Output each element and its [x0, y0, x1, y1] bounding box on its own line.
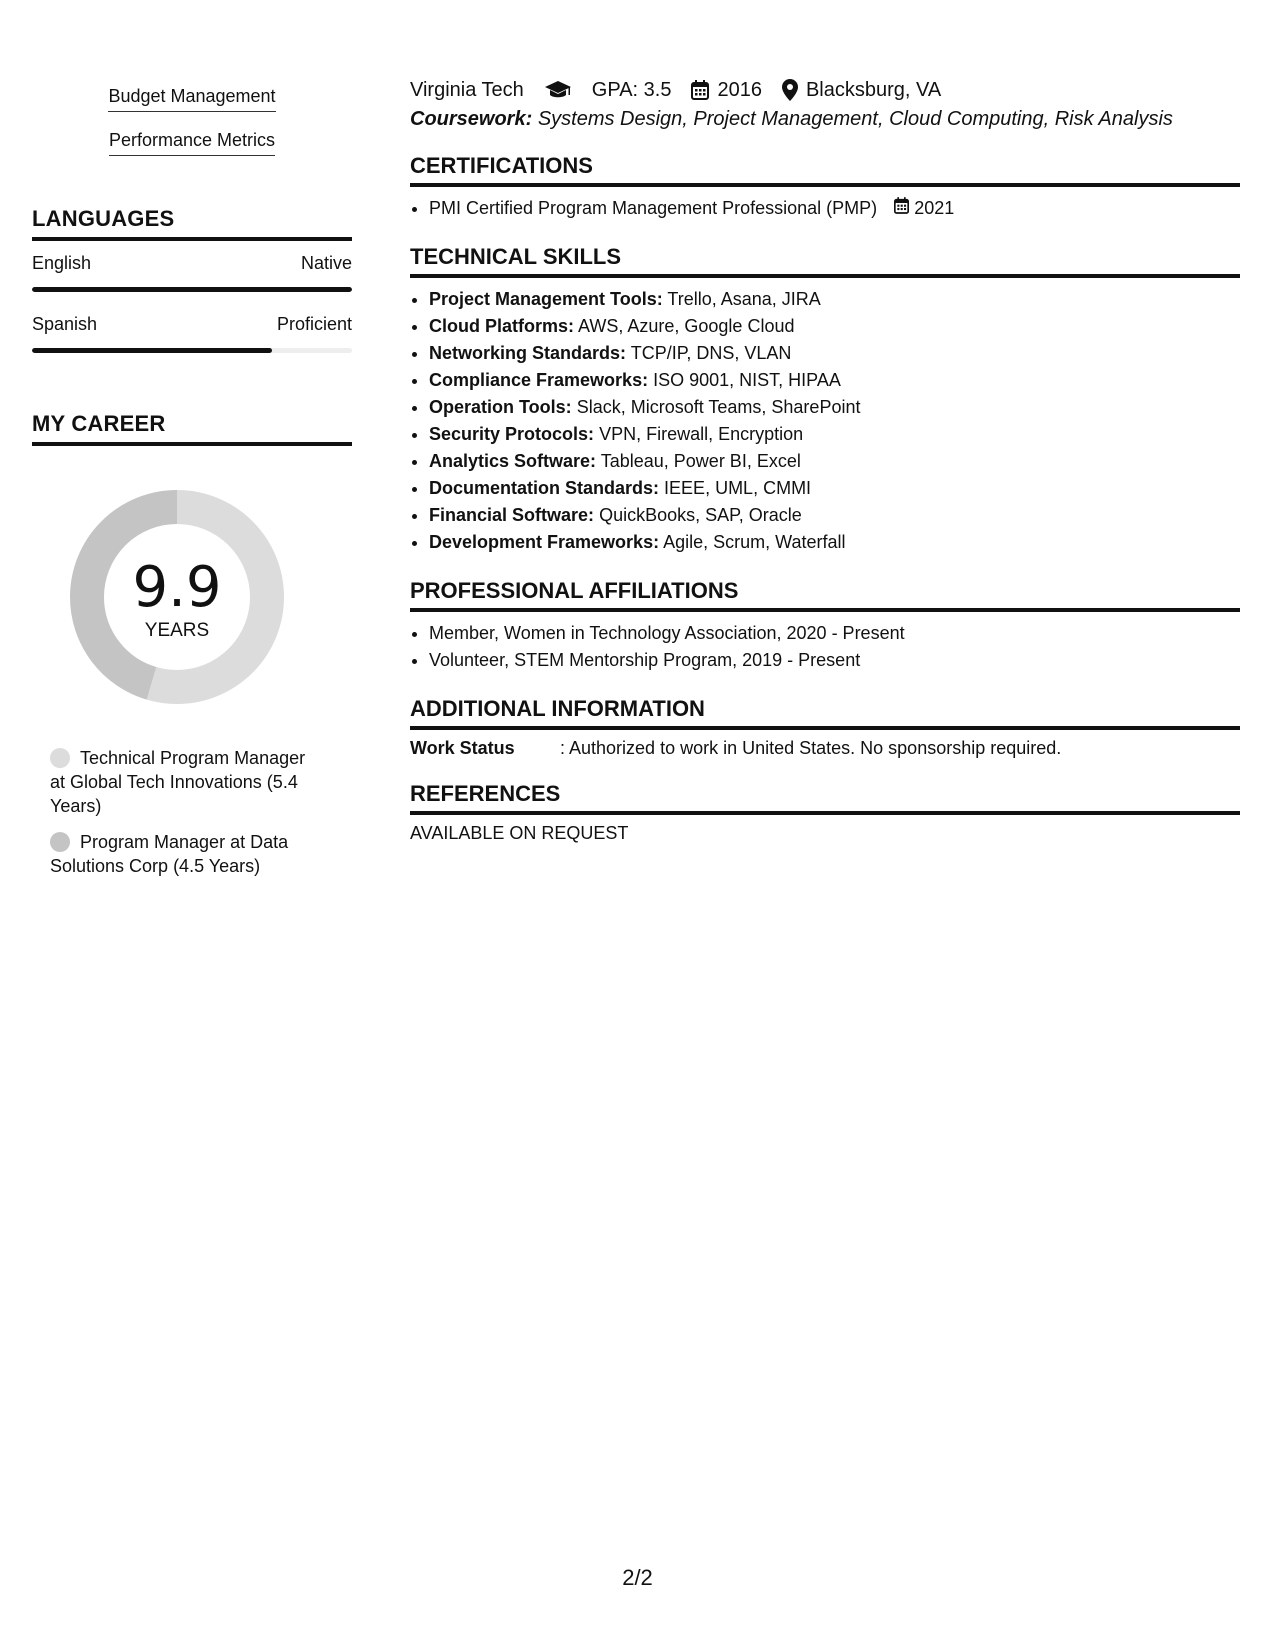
list-item [429, 475, 1240, 502]
language-level: Native [300, 253, 352, 273]
coursework [410, 108, 1240, 131]
calendar-icon [894, 195, 909, 222]
page-number: 2/2 [622, 1565, 653, 1590]
education-line [410, 76, 1240, 104]
calendar-icon [691, 80, 709, 100]
technical-skills-heading: TECHNICAL SKILLS [410, 244, 1240, 278]
skill-tags [32, 78, 352, 166]
skill-category: Operation Tools: [429, 397, 572, 417]
affiliations-list [410, 620, 1240, 674]
list-item [429, 367, 1240, 394]
languages-section [32, 206, 352, 353]
school-name: Virginia Tech [410, 78, 524, 101]
work-status-row [410, 738, 1240, 759]
skill-values: AWS, Azure, Google Cloud [578, 316, 795, 336]
gpa: GPA: 3.5 [591, 78, 672, 101]
legend-item [50, 746, 320, 818]
references-text: AVAILABLE ON REQUEST [410, 823, 629, 843]
list-item [429, 195, 1240, 222]
language-level: Proficient [276, 314, 352, 334]
skill-values: IEEE, UML, CMMI [664, 478, 812, 498]
list-item [429, 286, 1240, 313]
skill-values: Agile, Scrum, Waterfall [663, 532, 846, 552]
skill-category: Cloud Platforms: [429, 316, 575, 336]
skill-category: Financial Software: [429, 505, 595, 525]
skill-category: Project Management Tools: [429, 289, 663, 309]
skill-values: Trello, Asana, JIRA [667, 289, 821, 309]
graduation-year: 2016 [717, 78, 762, 101]
list-item [429, 448, 1240, 475]
donut-center [62, 482, 292, 712]
skill-values: QuickBooks, SAP, Oracle [599, 505, 802, 525]
skill-category: Analytics Software: [429, 451, 597, 471]
language-name: Spanish [32, 314, 98, 334]
languages-heading: LANGUAGES [32, 206, 352, 241]
work-status-value: : Authorized to work in United States. No sponsorship required. [560, 738, 1062, 758]
career-section [32, 411, 352, 878]
language-bar-fill [32, 287, 352, 292]
main-content [410, 76, 1240, 844]
skill-values: Slack, Microsoft Teams, SharePoint [576, 397, 861, 417]
language-row [32, 314, 352, 335]
skill-values: Tableau, Power BI, Excel [600, 451, 801, 471]
skill-values: ISO 9001, NIST, HIPAA [653, 370, 841, 390]
legend-label: Technical Program Manager at Global Tech Innovations (5.4 Years) [50, 748, 306, 816]
school-location: Blacksburg, VA [805, 78, 942, 101]
list-item [429, 313, 1240, 340]
list-item: • Member, Women in Technology Association, 2020 - Present [429, 620, 1240, 647]
additional-info-heading: ADDITIONAL INFORMATION [410, 696, 1240, 730]
legend-dot [50, 748, 70, 768]
career-legend [50, 746, 320, 878]
career-donut [62, 482, 292, 712]
career-unit: YEARS [144, 620, 210, 641]
skill-category: Development Frameworks: [429, 532, 660, 552]
skill-tag: Budget Management [108, 82, 275, 112]
certifications-heading: CERTIFICATIONS [410, 153, 1240, 187]
list-item [429, 529, 1240, 556]
list-item [429, 502, 1240, 529]
list-item: • Volunteer, STEM Mentorship Program, 2019 - Present [429, 647, 1240, 674]
skill-category: Compliance Frameworks: [429, 370, 649, 390]
certifications-list [410, 195, 1240, 222]
skill-category: Security Protocols: [429, 424, 595, 444]
career-total-years: 9.9 [132, 555, 222, 620]
sidebar [32, 78, 352, 890]
skill-values: TCP/IP, DNS, VLAN [630, 343, 792, 363]
technical-skills-list [410, 286, 1240, 556]
coursework-label: Coursework: [410, 108, 533, 130]
legend-dot [50, 832, 70, 852]
skill-category: Documentation Standards: [429, 478, 660, 498]
certification-year: 2021 [914, 198, 955, 218]
list-item [429, 394, 1240, 421]
language-bar-fill [32, 348, 272, 353]
work-status-label: Work Status [410, 738, 515, 758]
references-heading: REFERENCES [410, 781, 1240, 815]
graduation-cap-icon [544, 80, 572, 100]
legend-label: Program Manager at Data Solutions Corp (4.5 Years) [50, 832, 289, 876]
skill-category: Networking Standards: [429, 343, 627, 363]
list-item [429, 340, 1240, 367]
language-bar [32, 287, 352, 292]
certification-name: PMI Certified Program Management Professional (PMP) [429, 198, 878, 218]
location-pin-icon [782, 79, 798, 101]
career-heading: MY CAREER [32, 411, 352, 446]
coursework-value: Systems Design, Project Management, Cloud Computing, Risk Analysis [537, 108, 1173, 130]
language-name: English [32, 253, 92, 273]
legend-item [50, 830, 320, 878]
skill-values: VPN, Firewall, Encryption [599, 424, 804, 444]
affiliations-heading: PROFESSIONAL AFFILIATIONS [410, 578, 1240, 612]
language-bar [32, 348, 352, 353]
skill-tag: Performance Metrics [109, 126, 275, 156]
list-item [429, 421, 1240, 448]
language-row [32, 253, 352, 274]
